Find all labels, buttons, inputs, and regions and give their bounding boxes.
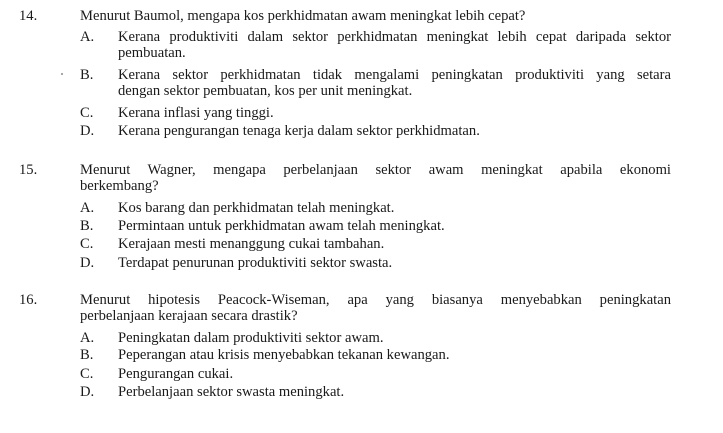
scan-speck [61, 73, 63, 75]
option-letter: D. [80, 255, 95, 271]
option-text-line: Perbelanjaan sektor swasta meningkat. [118, 384, 345, 400]
option-text-line: Kerajaan mesti menanggung cukai tambahan. [118, 236, 385, 252]
question-text [80, 162, 671, 194]
option-letter: C. [80, 236, 94, 252]
option-text-line: Peperangan atau krisis menyebabkan tekanan kewangan. [118, 347, 450, 363]
option-text-line: Kerana inflasi yang tinggi. [118, 105, 274, 121]
option-letter: C. [80, 366, 94, 382]
option-letter: D. [80, 384, 95, 400]
question-text [80, 292, 671, 324]
option-letter: B. [80, 347, 94, 363]
question-number: 14. [19, 8, 38, 24]
option-letter: A. [80, 330, 95, 346]
option-text [118, 236, 671, 252]
option-text-line: pembuatan. [118, 45, 186, 61]
question-text [80, 8, 671, 24]
question-text-line: Menurut Baumol, mengapa kos perkhidmatan awam meningkat lebih cepat? [80, 8, 526, 24]
question-number: 15. [19, 162, 38, 178]
question-text-line: perbelanjaan kerajaan secara drastik? [80, 308, 298, 324]
option-text [118, 255, 671, 271]
option-text-line: Permintaan untuk perkhidmatan awam telah meningkat. [118, 218, 445, 234]
option-letter: D. [80, 123, 95, 139]
option-text-line: Kerana produktiviti dalam sektor perkhidmatan meningkat lebih cepat daripada sektor [118, 29, 671, 45]
option-text [118, 218, 671, 234]
option-text [118, 200, 671, 216]
option-text-line: Kos barang dan perkhidmatan telah meningkat. [118, 200, 395, 216]
option-text [118, 123, 671, 139]
option-letter: A. [80, 29, 95, 45]
option-text [118, 330, 671, 346]
option-text [118, 29, 671, 61]
question-text-line: berkembang? [80, 178, 159, 194]
option-letter: B. [80, 67, 94, 83]
option-text-line: Kerana pengurangan tenaga kerja dalam sektor perkhidmatan. [118, 123, 480, 139]
option-text-line: dengan sektor pembuatan, kos per unit meningkat. [118, 83, 413, 99]
option-letter: C. [80, 105, 94, 121]
option-text-line: Pengurangan cukai. [118, 366, 234, 382]
option-text [118, 67, 671, 99]
option-letter: A. [80, 200, 95, 216]
option-text [118, 366, 671, 382]
question-number: 16. [19, 292, 38, 308]
option-text-line: Kerana sektor perkhidmatan tidak mengalami peningkatan produktiviti yang setara [118, 67, 671, 83]
option-text-line: Peningkatan dalam produktiviti sektor awam. [118, 330, 384, 346]
question-text-line: Menurut Wagner, mengapa perbelanjaan sektor awam meningkat apabila ekonomi [80, 162, 671, 178]
option-letter: B. [80, 218, 94, 234]
question-text-line: Menurut hipotesis Peacock-Wiseman, apa yang biasanya menyebabkan peningkatan [80, 292, 671, 308]
option-text-line: Terdapat penurunan produktiviti sektor swasta. [118, 255, 393, 271]
option-text [118, 105, 671, 121]
option-text [118, 347, 671, 363]
option-text [118, 384, 671, 400]
